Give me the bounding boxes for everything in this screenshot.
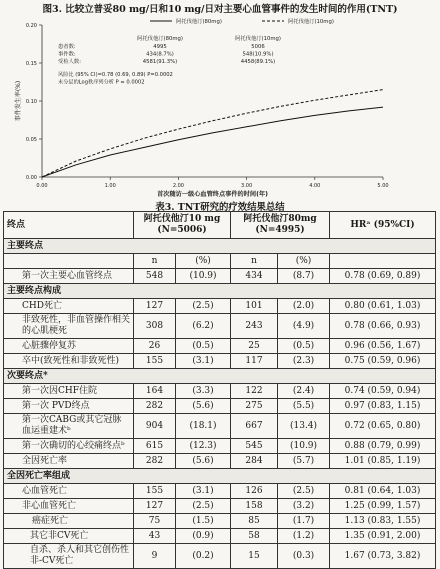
cell-pct-80mg: (13.4)	[278, 414, 330, 439]
section-label: 全因死亡率组成	[4, 469, 436, 484]
table-row	[4, 514, 436, 529]
cell-pct-80mg: (3.2)	[278, 499, 330, 514]
table-row	[4, 339, 436, 354]
cell-n-80mg: 243	[231, 314, 278, 339]
x-tick-label: 3.00	[241, 183, 253, 189]
cell-pct-80mg: (5.7)	[278, 454, 330, 469]
row-label: 自杀、杀人和其它创伤性非-CV死亡	[4, 544, 134, 569]
row-label: 卒中(致死性和非致死性)	[4, 354, 134, 369]
cell-n-10mg: 282	[134, 454, 176, 469]
cell-pct-10mg: (6.2)	[176, 314, 231, 339]
cell-n-80mg: 284	[231, 454, 278, 469]
legend-label-80mg: 阿托伐他汀(80mg)	[176, 19, 222, 25]
table-section-row	[4, 284, 436, 299]
cell-n-10mg: 155	[134, 354, 176, 369]
row-label: 其它非CV死亡	[4, 529, 134, 544]
stats-value-80mg: 4581(91.3%)	[142, 59, 178, 65]
cell-pct-80mg: (4.9)	[278, 314, 330, 339]
stats-value-10mg: 548(10.9%)	[242, 51, 274, 58]
cell-hr: 1.35 (0.91, 2.00)	[330, 529, 436, 544]
stats-value-10mg: 5006	[251, 44, 265, 50]
table-row	[4, 414, 436, 439]
stats-value-80mg: 434(8.7%)	[146, 51, 174, 58]
row-label: 非心血管死亡	[4, 499, 134, 514]
logrank-text: 未分层的Log秩序列分析 P = 0.0002	[58, 79, 145, 86]
x-axis-title: 首次随访一级心血管终点事件的时间(年)	[157, 191, 268, 198]
cell-hr: 0.81 (0.64, 1.03)	[330, 484, 436, 499]
cell-hr: 0.78 (0.69, 0.89)	[330, 269, 436, 284]
cell-pct-10mg: (0.2)	[176, 544, 231, 569]
cell-pct-10mg: (0.5)	[176, 339, 231, 354]
stats-header-10mg: 阿托伐他汀(10mg)	[235, 36, 281, 42]
cell-n-80mg: 117	[231, 354, 278, 369]
row-label: 心血管死亡	[4, 484, 134, 499]
cell-pct-80mg: (1.2)	[278, 529, 330, 544]
figure-3-chart	[0, 13, 440, 198]
cell-hr: 1.01 (0.85, 1.19)	[330, 454, 436, 469]
cell-pct-10mg: (2.5)	[176, 499, 231, 514]
cell-n-10mg: 127	[134, 299, 176, 314]
cell-n-80mg: 85	[231, 514, 278, 529]
table-row	[4, 399, 436, 414]
table-row	[4, 354, 436, 369]
table-row	[4, 454, 436, 469]
cell-pct-10mg: (2.5)	[176, 299, 231, 314]
section-label: 主要终点构成	[4, 284, 436, 299]
x-tick-label: 5.00	[377, 183, 389, 189]
cell-hr: 0.80 (0.61, 1.03)	[330, 299, 436, 314]
cell-n-80mg: 158	[231, 499, 278, 514]
stats-label: 受检人数:	[58, 59, 81, 65]
stats-value-80mg: 4995	[153, 44, 167, 50]
cell-n-10mg: 615	[134, 439, 176, 454]
row-label: 第一次因CHF住院	[4, 384, 134, 399]
cell-n-10mg: 164	[134, 384, 176, 399]
stats-label: 事件数:	[58, 51, 76, 58]
cell-n-80mg: 58	[231, 529, 278, 544]
cell-n-10mg: 282	[134, 399, 176, 414]
table-row	[4, 384, 436, 399]
table-section-row	[4, 239, 436, 254]
cell-hr	[330, 254, 436, 269]
row-label: 第一次 PVD终点	[4, 399, 134, 414]
table-section-row	[4, 369, 436, 384]
stats-label: 患者数:	[58, 44, 76, 50]
cell-hr: 1.67 (0.73, 3.82)	[330, 544, 436, 569]
cell-n-80mg: 434	[231, 269, 278, 284]
row-label	[4, 254, 134, 269]
cell-n-80mg: 122	[231, 384, 278, 399]
cell-pct-10mg: (1.5)	[176, 514, 231, 529]
row-label: 心脏骤停复苏	[4, 339, 134, 354]
cell-n-10mg: 127	[134, 499, 176, 514]
section-label: 次要终点*	[4, 369, 436, 384]
results-table	[3, 211, 436, 569]
cell-pct-80mg: (0.5)	[278, 339, 330, 354]
cell-n-80mg: 15	[231, 544, 278, 569]
cell-pct-10mg: (10.9)	[176, 269, 231, 284]
cell-n-10mg: 308	[134, 314, 176, 339]
cell-n-80mg: n	[231, 254, 278, 269]
cell-pct-10mg: (12.3)	[176, 439, 231, 454]
cell-hr: 0.72 (0.65, 0.80)	[330, 414, 436, 439]
table-header-row	[4, 212, 436, 239]
cell-n-80mg: 25	[231, 339, 278, 354]
header-group-10mg: 阿托伐他汀10 mg (N=5006)	[134, 212, 231, 239]
cell-hr: 0.96 (0.56, 1.67)	[330, 339, 436, 354]
row-label: 癌症死亡	[4, 514, 134, 529]
cell-pct-80mg: (2.3)	[278, 354, 330, 369]
cell-hr: 0.88 (0.79, 0.99)	[330, 439, 436, 454]
y-tick-label: 0.00	[25, 175, 37, 181]
header-group-80mg: 阿托伐他汀80mg (N=4995)	[231, 212, 330, 239]
table-row	[4, 544, 436, 569]
cell-n-10mg: 548	[134, 269, 176, 284]
row-label: 非致死性，非血管操作相关的心肌梗死	[4, 314, 134, 339]
cell-n-80mg: 667	[231, 414, 278, 439]
header-endpoint: 终点	[4, 212, 134, 239]
x-tick-label: 0.00	[36, 183, 48, 189]
chart-svg	[0, 13, 440, 198]
x-tick-label: 4.00	[309, 183, 321, 189]
figure-title: 图3. 比较立普妥80 mg/日和10 mg/日对主要心血管事件的发生时间的作用(TNT)	[42, 4, 398, 15]
cell-pct-10mg: (5.6)	[176, 454, 231, 469]
cell-pct-10mg: (3.3)	[176, 384, 231, 399]
cell-n-10mg: 43	[134, 529, 176, 544]
cell-pct-80mg: (0.3)	[278, 544, 330, 569]
cell-pct-80mg: (5.5)	[278, 399, 330, 414]
section-label: 主要终点	[4, 239, 436, 254]
y-tick-label: 0.20	[25, 23, 37, 29]
y-tick-label: 0.05	[25, 137, 37, 143]
cell-pct-80mg: (2.5)	[278, 484, 330, 499]
cell-pct-80mg: (2.0)	[278, 299, 330, 314]
cell-n-10mg: 75	[134, 514, 176, 529]
table-row	[4, 269, 436, 284]
cell-hr: 0.97 (0.83, 1.15)	[330, 399, 436, 414]
stats-value-10mg: 4458(89.1%)	[240, 59, 276, 65]
table-title: 表3. TNT研究的疗效结果总结	[155, 202, 285, 213]
cell-pct-80mg: (1.7)	[278, 514, 330, 529]
cell-hr: 0.75 (0.59, 0.96)	[330, 354, 436, 369]
cell-n-80mg: 126	[231, 484, 278, 499]
cell-pct-10mg: (5.6)	[176, 399, 231, 414]
table-section-row	[4, 469, 436, 484]
cell-pct-80mg: (2.4)	[278, 384, 330, 399]
cell-n-80mg: 101	[231, 299, 278, 314]
y-axis-title: 事件发生率(%)	[15, 80, 22, 122]
cell-n-10mg: 9	[134, 544, 176, 569]
cell-pct-10mg: (3.1)	[176, 484, 231, 499]
table-row	[4, 484, 436, 499]
x-tick-label: 2.00	[172, 183, 184, 189]
cell-pct-10mg: (18.1)	[176, 414, 231, 439]
cell-pct-80mg: (8.7)	[278, 269, 330, 284]
cell-pct-80mg: (10.9)	[278, 439, 330, 454]
table-row	[4, 529, 436, 544]
table-row	[4, 439, 436, 454]
table-row	[4, 299, 436, 314]
cell-n-10mg: n	[134, 254, 176, 269]
cell-pct-10mg: (0.9)	[176, 529, 231, 544]
cell-n-10mg: 155	[134, 484, 176, 499]
cell-n-80mg: 275	[231, 399, 278, 414]
legend-label-10mg: 阿托伐他汀(10mg)	[288, 19, 334, 25]
header-hr: HRᵃ (95%CI)	[330, 212, 436, 239]
cell-n-10mg: 26	[134, 339, 176, 354]
row-label: 第一次确切的心绞痛终点ᵇ	[4, 439, 134, 454]
y-tick-label: 0.10	[25, 99, 37, 105]
series-line-80mg	[42, 107, 383, 177]
table-row	[4, 254, 436, 269]
hazard-ratio-text: 风险比 (95% CI)=0.78 (0.69, 0.89) P=0.0002	[58, 72, 173, 78]
cell-pct-10mg: (%)	[176, 254, 231, 269]
table-row	[4, 499, 436, 514]
table-row	[4, 314, 436, 339]
row-label: 第一次CABG或其它冠脉血运重建术ᵇ	[4, 414, 134, 439]
y-tick-label: 0.15	[25, 61, 37, 67]
cell-hr: 1.25 (0.99, 1.57)	[330, 499, 436, 514]
row-label: 第一次主要心血管终点	[4, 269, 134, 284]
cell-hr: 0.74 (0.59, 0.94)	[330, 384, 436, 399]
cell-pct-80mg: (%)	[278, 254, 330, 269]
cell-n-80mg: 545	[231, 439, 278, 454]
cell-hr: 1.13 (0.83, 1.55)	[330, 514, 436, 529]
cell-n-10mg: 904	[134, 414, 176, 439]
row-label: 全因死亡率	[4, 454, 134, 469]
x-tick-label: 1.00	[104, 183, 116, 189]
cell-pct-10mg: (3.1)	[176, 354, 231, 369]
cell-hr: 0.78 (0.66, 0.93)	[330, 314, 436, 339]
row-label: CHD死亡	[4, 299, 134, 314]
stats-header-80mg: 阿托伐他汀(80mg)	[137, 36, 183, 42]
